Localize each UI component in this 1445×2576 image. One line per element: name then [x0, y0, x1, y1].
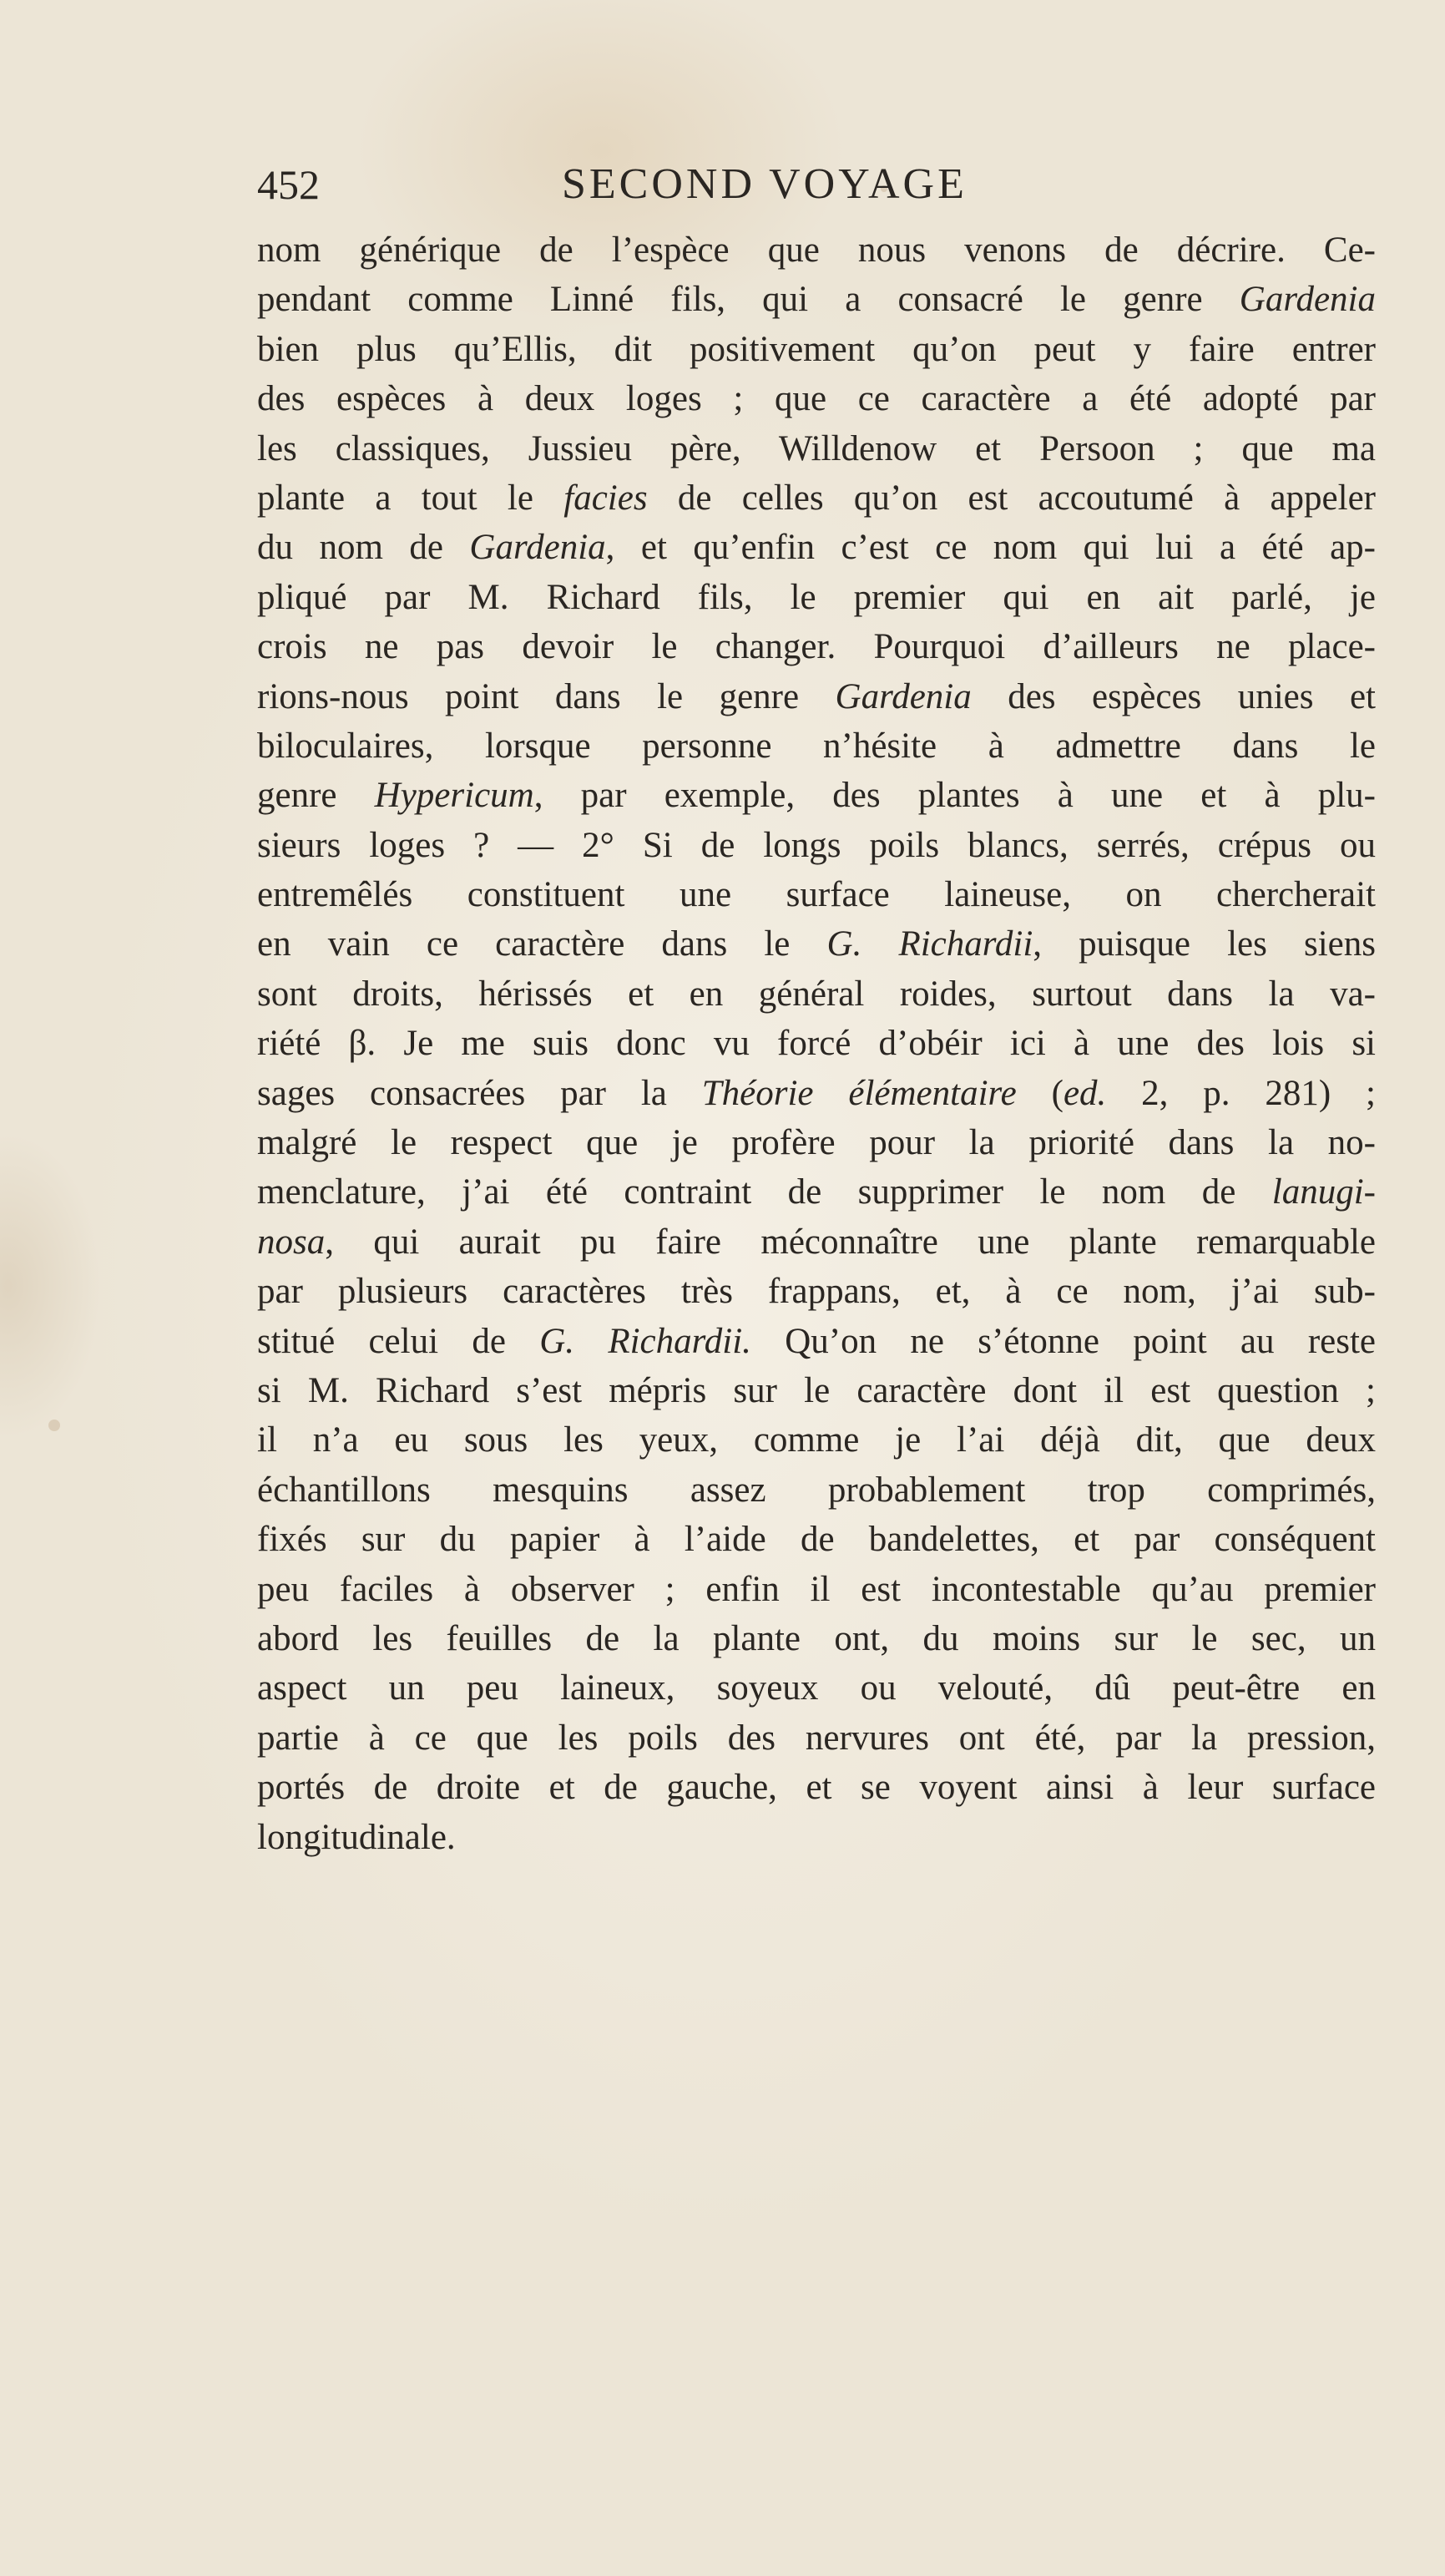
text-run: genre: [257, 776, 375, 816]
italic-text: Gardenia: [469, 528, 606, 568]
text-run: sages consacrées par la: [257, 1073, 702, 1113]
text-run: peu faciles à observer ; enfin il est incontestable qu’au premier: [257, 1569, 1376, 1609]
text-line: [257, 1167, 1376, 1217]
text-run: crois ne pas devoir le changer. Pourquoi d’ailleurs ne place-: [257, 627, 1376, 667]
italic-text: nosa: [257, 1222, 326, 1262]
text-run: , puisque les siens: [1033, 924, 1376, 964]
text-run: aspect un peu laineux, soyeux ou velouté, dû peut-être en: [257, 1668, 1376, 1708]
text-run: si M. Richard s’est mépris sur le caractère dont il est question ;: [257, 1370, 1376, 1410]
italic-text: Gardenia: [1239, 280, 1376, 320]
text-run: sont droits, hérissés et en général roides, surtout dans la va-: [257, 974, 1376, 1014]
text-line: [257, 1019, 1376, 1068]
text-run: de celles qu’on est accoutumé à appeler: [647, 478, 1376, 518]
text-run: , qui aurait pu faire méconnaître une plante remarquable: [325, 1222, 1376, 1262]
text-line: [257, 473, 1376, 523]
text-run: des espèces à deux loges ; que ce caractère a été adopté par: [257, 379, 1376, 419]
text-run: pliqué par M. Richard fils, le premier qui en ait parlé, je: [257, 577, 1376, 617]
italic-text: Hypericum: [374, 776, 534, 816]
text-line: [257, 424, 1376, 473]
text-run: nom générique de l’espèce que nous venons de décrire. Ce-: [257, 230, 1376, 270]
text-line: [257, 1366, 1376, 1415]
italic-text: G. Richardii.: [539, 1321, 751, 1361]
text-run: plante a tout le: [257, 478, 564, 518]
text-line: [257, 1813, 1376, 1862]
page-number: 452: [257, 161, 320, 208]
text-run: , par exemple, des plantes à une et à plu-: [533, 776, 1376, 816]
italic-text: ed.: [1063, 1073, 1107, 1113]
text-line: [257, 275, 1376, 324]
text-line: [257, 1565, 1376, 1614]
text-line: [257, 919, 1376, 969]
page-header: [257, 155, 1401, 214]
italic-text: Gardenia: [835, 676, 972, 716]
italic-text: G. Richardii: [826, 924, 1033, 964]
text-run: portés de droite et de gauche, et se voyent ainsi à leur surface: [257, 1768, 1376, 1808]
text-run: longitudinale.: [257, 1817, 456, 1857]
text-run: menclature, j’ai été contraint de supprimer le nom de: [257, 1172, 1272, 1212]
text-run: sieurs loges ? — 2° Si de longs poils blancs, serrés, crépus ou: [257, 825, 1376, 865]
text-line: [257, 969, 1376, 1019]
text-run: les classiques, Jussieu père, Willdenow et Persoon ; que ma: [257, 428, 1376, 468]
text-run: il n’a eu sous les yeux, comme je l’ai déjà dit, que deux: [257, 1420, 1376, 1460]
body-text: [257, 225, 1376, 1862]
foxing-spot: [48, 1420, 60, 1431]
text-line: [257, 1614, 1376, 1663]
text-run: , et qu’enfin c’est ce nom qui lui a été ap-: [605, 528, 1376, 568]
text-line: [257, 870, 1376, 919]
italic-text: Théorie élémentaire: [701, 1073, 1017, 1113]
text-run: (: [1016, 1073, 1064, 1113]
text-line: [257, 573, 1376, 622]
text-line: [257, 374, 1376, 423]
text-line: [257, 1267, 1376, 1316]
text-run: entremêlés constituent une surface laineuse, on chercherait: [257, 875, 1376, 915]
text-line: [257, 1415, 1376, 1465]
text-run: rions-nous point dans le genre: [257, 676, 836, 716]
text-line: [257, 821, 1376, 870]
text-run: par plusieurs caractères très frappans, et, à ce nom, j’ai sub-: [257, 1272, 1376, 1312]
text-line: [257, 672, 1376, 721]
text-line: [257, 1763, 1376, 1812]
text-run: fixés sur du papier à l’aide de bandelettes, et par conséquent: [257, 1520, 1376, 1560]
text-run: en vain ce caractère dans le: [257, 924, 827, 964]
italic-text: lanugi-: [1271, 1172, 1376, 1212]
text-run: du nom de: [257, 528, 470, 568]
text-run: malgré le respect que je profère pour la priorité dans la no-: [257, 1123, 1376, 1163]
text-line: [257, 1217, 1376, 1267]
text-line: [257, 1465, 1376, 1515]
text-line: [257, 1069, 1376, 1118]
text-line: [257, 622, 1376, 671]
text-run: 2, p. 281) ;: [1106, 1073, 1376, 1113]
text-line: [257, 721, 1376, 771]
text-line: [257, 1713, 1376, 1763]
text-line: [257, 325, 1376, 374]
text-run: stitué celui de: [257, 1321, 540, 1361]
text-run: abord les feuilles de la plante ont, du moins sur le sec, un: [257, 1618, 1376, 1658]
italic-text: facies: [563, 478, 648, 518]
text-line: [257, 225, 1376, 275]
text-run: des espèces unies et: [971, 676, 1376, 716]
text-line: [257, 771, 1376, 820]
text-run: pendant comme Linné fils, qui a consacré le genre: [257, 280, 1240, 320]
text-line: [257, 1317, 1376, 1366]
running-head: SECOND VOYAGE: [562, 160, 968, 208]
text-line: [257, 523, 1376, 572]
text-run: partie à ce que les poils des nervures ont été, par la pression,: [257, 1718, 1376, 1758]
text-run: riété β. Je me suis donc vu forcé d’obéir ici à une des lois si: [257, 1024, 1376, 1064]
text-line: [257, 1118, 1376, 1167]
text-run: Qu’on ne s’étonne point au reste: [750, 1321, 1376, 1361]
text-line: [257, 1663, 1376, 1713]
text-run: biloculaires, lorsque personne n’hésite à admettre dans le: [257, 726, 1376, 766]
text-line: [257, 1515, 1376, 1564]
text-run: échantillons mesquins assez probablement trop comprimés,: [257, 1470, 1376, 1510]
text-run: bien plus qu’Ellis, dit positivement qu’on peut y faire entrer: [257, 329, 1376, 369]
